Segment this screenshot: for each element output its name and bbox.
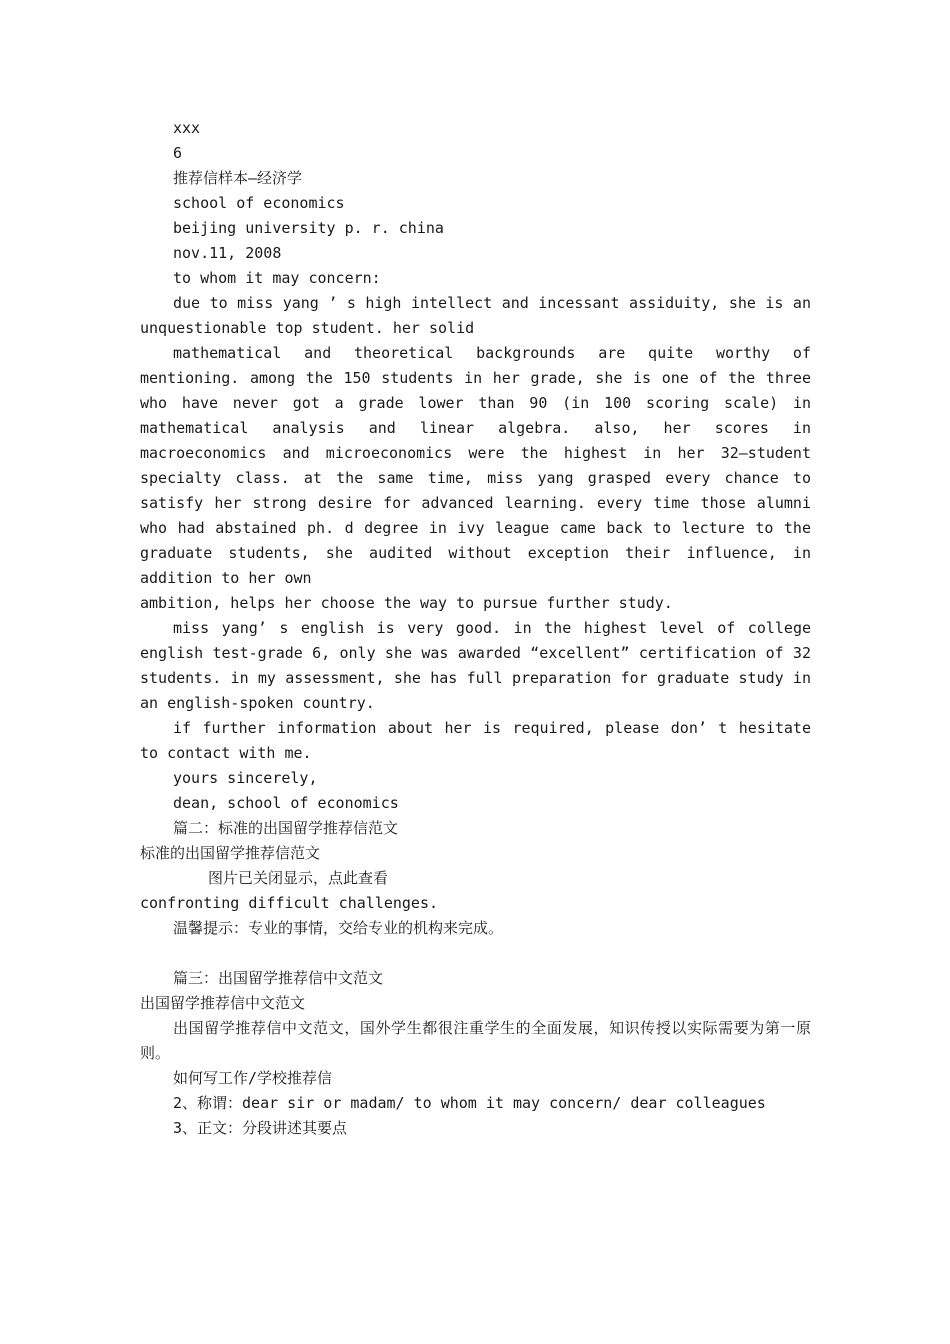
text-line: 如何写工作/学校推荐信 <box>173 1069 333 1087</box>
tip-line: 温馨提示：专业的事情，交给专业的机构来完成。 <box>173 919 504 937</box>
text-line: beijing university p. r. china <box>173 219 444 237</box>
closing: yours sincerely, <box>173 769 318 787</box>
paragraph: mathematical and theoretical backgrounds are quite worthy of mentioning. among the 150 students in her grade, she is one of the three who have never got a grade lower than 90 (in 100 scoring scale) in mathematical analysis and linear algebra. also, her scores in macroeconomics and microeconomics were the highest in her 32—student specialty class. at the same time, miss yang grasped every chance to satisfy her strong desire for advanced learning. every time those alumni who had abstained ph. d degree in ivy league came back to lecture to the graduate students, she audited without exception their influence, in addition to her own <box>140 344 811 587</box>
date-line: nov.11, 2008 <box>173 244 282 262</box>
salutation: to whom it may concern: <box>173 269 381 287</box>
image-placeholder-link[interactable]: 图片已关闭显示，点此查看 <box>208 869 389 887</box>
document-body <box>140 116 811 1141</box>
text-line: 2、称谓：dear sir or madam/ to whom it may concern/ dear colleagues <box>173 1094 766 1112</box>
section-title: 篇二：标准的出国留学推荐信范文 <box>173 819 399 837</box>
text-line: 6 <box>173 144 183 162</box>
paragraph: 出国留学推荐信中文范文，国外学生都很注重学生的全面发展，知识传授以实际需要为第一原则。 <box>140 1019 811 1062</box>
paragraph: ambition, helps her choose the way to pursue further study. <box>140 594 673 612</box>
paragraph: due to miss yang ’ s high intellect and incessant assiduity, she is an unquestionable top student. her solid <box>140 294 811 337</box>
blank-line <box>140 941 811 966</box>
section-title: 推荐信样本—经济学 <box>173 169 303 187</box>
paragraph: miss yang’ s english is very good. in the highest level of college english test-grade 6, only she was awarded “excellent” certification of 32 students. in my assessment, she has full preparation for graduate study in an english-spoken country. <box>140 619 811 712</box>
section-subtitle: 标准的出国留学推荐信范文 <box>140 844 321 862</box>
text-line: school of economics <box>173 194 345 212</box>
signature: dean, school of economics <box>173 794 399 812</box>
paragraph: if further information about her is required, please don’ t hesitate to contact with me. <box>140 719 811 762</box>
section-subtitle: 出国留学推荐信中文范文 <box>140 994 306 1012</box>
text-line: xxx <box>173 119 201 137</box>
text-line: 3、正文：分段讲述其要点 <box>173 1119 348 1137</box>
text-line: confronting difficult challenges. <box>140 894 439 912</box>
section-title: 篇三：出国留学推荐信中文范文 <box>173 969 384 987</box>
